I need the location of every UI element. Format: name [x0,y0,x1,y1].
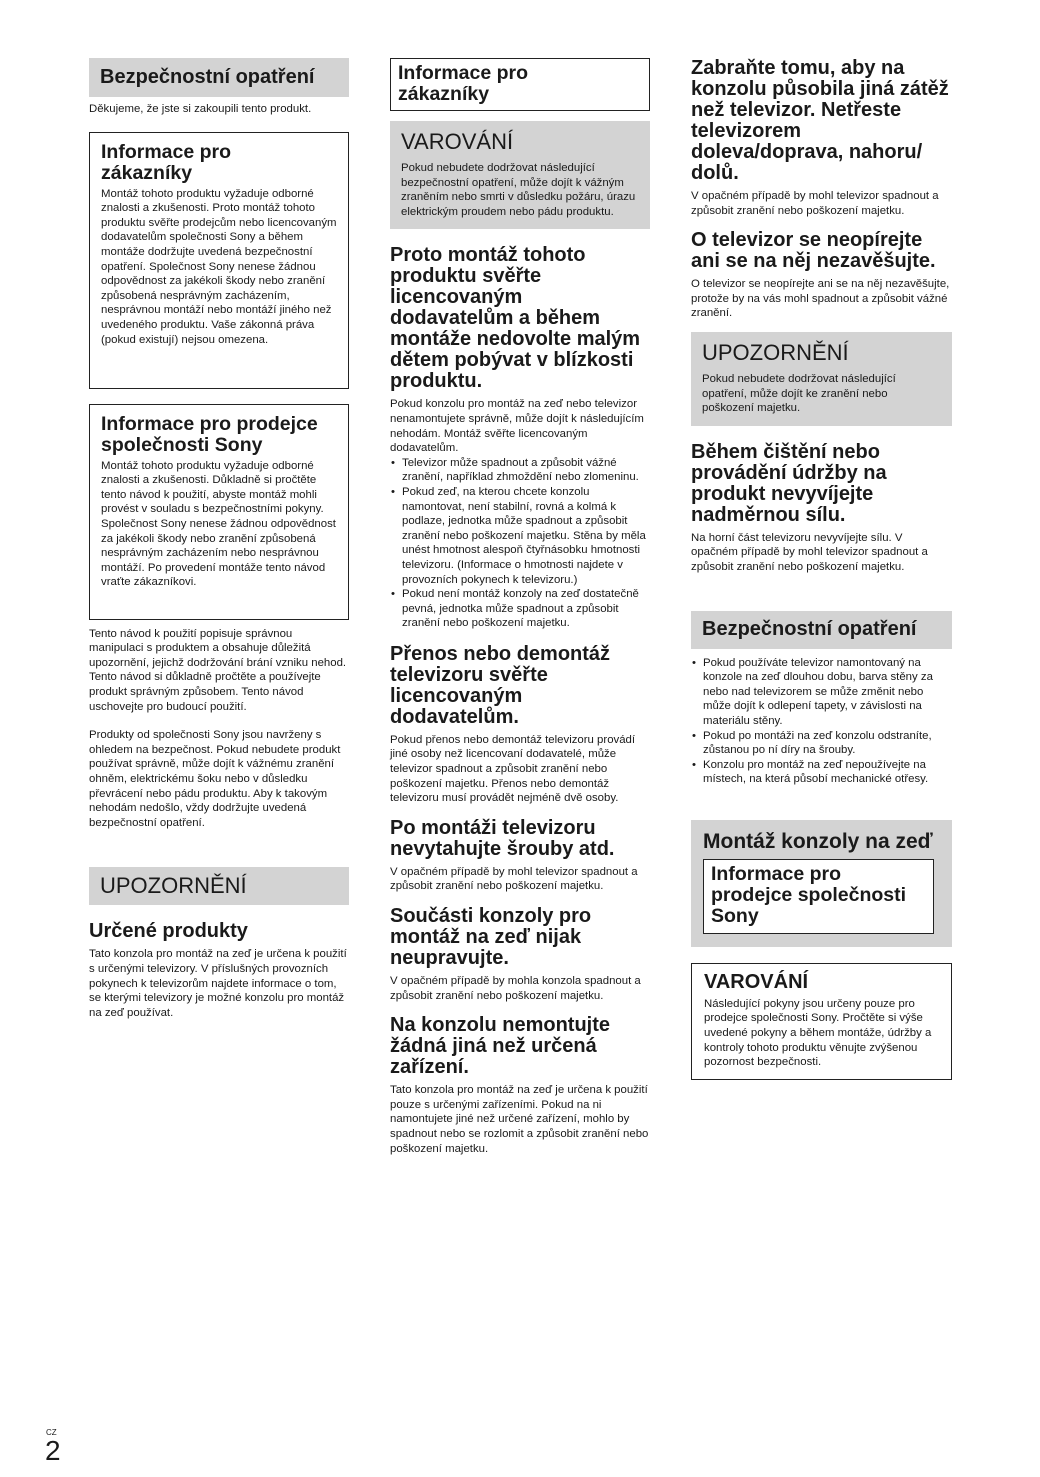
modify-parts-text: V opačném případě by mohla konzola spadnout a způsobit zranění nebo poškození majetku. [390,975,641,1002]
language-code: CZ [46,1428,57,1437]
warning-panel [390,121,650,229]
cleaning-title: Během čištění nebo provádění údržby na produkt nevyvíjejte nadměrnou sílu. [691,440,887,526]
list-item: • Pokud po montáži na zeď konzolu odstraníte, zůstanou po ní díry na šrouby. [691,729,952,758]
transport-title: Přenos nebo demontáž televizoru svěřte licencovaným dodavatelům. [390,642,611,728]
intended-products-title: Určené produkty [89,920,248,943]
list-item: • Pokud není montáž konzoly na zeď dostatečně pevná, jednotka může spadnout a způsobit zranění nebo poškození majetku. [390,587,650,631]
column-3 [691,58,952,1080]
caution-title: UPOZORNĚNÍ [702,339,849,365]
modify-parts-title: Součásti konzoly pro montáž na zeď nijak neupravujte. [390,905,592,970]
customers-info-header-title: Informace pro zákazníky [398,62,529,105]
customers-info-title: Informace pro zákazníky [101,140,232,184]
transport-text: Pokud přenos nebo demontáž televizoru provádí jiné osoby než licencovaní dodavatelé, může televizor spadnout a způsobit zranění nebo poškození majetku. Přenos nebo demontáž televizoru musí provádět nejméně dvě osoby. [390,733,636,805]
dealers-info-box [89,404,349,620]
other-equipment-text: Tato konzola pro montáž na zeď je určena k použití pouze s určenými zařízeními. Pokud na ni namontujete jiné než určené zařízení, mohlo by spadnout nebo se rozlomit a způsobit zranění nebo poškození majetku. [390,1084,649,1155]
load-title: Zabraňte tomu, aby na konzolu působila jiná zátěž než televizor. Netřeste televizorem doleva/doprava, nahoru/ dolů. [691,57,949,184]
safety-heading: Bezpečnostní opatření [89,58,349,97]
caution-text: Pokud nebudete dodržovat následující opatření, může dojít ke zranění nebo poškození majetku. [702,372,896,415]
intended-products-text: Tato konzola pro montáž na zeď je určena k použití s určenými televizory. V příslušných provozních pokynech k televizorům najdete informace o tom, se kterými televizory je možné konzolu pro montáž na zeď používat. [89,948,347,1019]
load-text: V opačném případě by mohl televizor spadnout a způsobit zranění nebo poškození majetku. [691,190,939,217]
dealer-warning-text: Následující pokyny jsou určeny pouze pro prodejce společnosti Sony. Pročtěte si výše uvedené pokyny a během montáže, údržby a kontroly tohoto produktu věnujte zvýšenou pozornost bezpečnosti. [704,997,932,1069]
dealer-warning-box [691,963,952,1080]
installation-dealers-title: Informace pro prodejce společnosti Sony [711,862,907,927]
caution-heading: UPOZORNĚNÍ [89,867,349,905]
column-2 [390,58,650,1156]
column-1 [89,58,349,1020]
lean-text: O televizor se neopírejte ani se na něj nezavěšujte, protože by na vás mohl spadnout a způsobit vážné zranění. [691,278,950,320]
manual-paragraph: Tento návod k použití popisuje správnou manipulaci s produktem a obsahuje důležitá upozornění, jejichž dodržování brání vzniku nehod. Tento návod si důkladně pročtěte a používejte produkt správným způsobem. Tento návod uschovejte pro budoucí použití. [89,627,347,713]
intro-text: Děkujeme, že jste si zakoupili tento produkt. [89,103,312,115]
dealer-warning-title: VAROVÁNÍ [704,970,809,993]
dealers-info-text: Montáž tohoto produktu vyžaduje odborné znalosti a zkušenosti. Důkladně si pročtěte tento návod k použití, abyste montáž mohli provést v souladu s bezpečnostními pokyny. Společnost Sony nenese žádnou odpovědnost za jakékoli škody nebo zranění způsobená nesprávným zacházením nebo nesprávnou montáží. Po provedení montáže tento návod vraťte zákazníkovi. [101,459,336,589]
caution-panel [691,332,952,426]
installation-contractor-title: Proto montáž tohoto produktu svěřte licencovaným dodavatelům a během montáže nedovolte malým dětem pobývat v blízkosti produktu. [390,244,641,393]
warning-title: VAROVÁNÍ [401,129,514,154]
screws-title: Po montáži televizoru nevytahujte šrouby atd. [390,816,615,860]
installation-accident-list [390,456,650,631]
warning-text: Pokud nebudete dodržovat následující bezpečnostní opatření, může dojít k vážným zraněním nebo smrti v důsledku požáru, úrazu elektrickým proudem nebo pádu produktu. [401,162,636,218]
installation-contractor-text: Pokud konzolu pro montáž na zeď nebo televizor nenamontujete správně, může dojít k následujícím nehodám. Montáž svěřte licencovaným dodavatelům. [390,398,644,455]
customers-info-text: Montáž tohoto produktu vyžaduje odborné znalosti a zkušenosti. Proto montáž tohoto produktu svěřte prodejcům nebo licencovaným dodavatelům společnosti Sony a během montáže dodržujte uvedená bezpečnostní opatření. Společnost Sony nenese žádnou odpovědnost za jakékoli škody nebo zranění způsobená nesprávným zacházením, nesprávnou montáží nebo montáží jiného než uvedeného produktu. Vaše zákonná práva (pokud existují) nejsou omezena. [101,187,337,346]
installation-panel [691,820,952,947]
safety-measures-list [691,656,952,787]
page-number: 2 [45,1435,61,1466]
other-equipment-title: Na konzolu nemontujte žádná jiná než určená zařízení. [390,1014,610,1079]
screws-text: V opačném případě by mohl televizor spadnout a způsobit zranění nebo poškození majetku. [390,865,638,893]
list-item: • Pokud používáte televizor namontovaný na konzole na zeď dlouhou dobu, barva stěny za nebo nad televizorem se může změnit nebo může dojít k odlepení tapety, v závislosti na materiálu stěny. [691,656,952,729]
installation-dealers-box [703,859,934,934]
customers-info-header-box [390,58,650,111]
list-item: • Televizor může spadnout a způsobit vážné zranění, například zhmoždění nebo zlomeninu. [390,456,650,485]
installation-heading: Montáž konzoly na zeď [703,829,933,853]
list-item: • Pokud zeď, na kterou chcete konzolu namontovat, není stabilní, rovná a kolmá k podlaze, jednotka může spadnout a způsobit zranění nebo poškození majetku. Stěna by měla unést hmotnost alespoň čtyřnásobku hmotnosti televizoru. (Informace o hmotnosti najdete v provozních pokynech k televizoru.) [390,485,650,587]
list-item: • Konzolu pro montáž na zeď nepoužívejte na místech, na která působí mechanické otřesy. [691,758,952,787]
customers-info-box [89,132,349,389]
dealers-info-title: Informace pro prodejce společnosti Sony [101,412,318,456]
cleaning-text: Na horní část televizoru nevyvíjejte sílu. V opačném případě by mohl televizor spadnout a způsobit zranění nebo poškození majetku. [691,531,928,573]
sony-safety-paragraph: Produkty od společnosti Sony jsou navrženy s ohledem na bezpečnost. Pokud nebudete produkt používat správně, může dojít k vážnému zranění ohněm, elektrickému šoku nebo v důsledku převrácení nebo pádu produktu. Aby k takovým nehodám nedošlo, vždy dodržujte uvedená bezpečnostní opatření. [89,729,341,829]
safety-measures-heading: Bezpečnostní opatření [691,611,952,649]
lean-title: O televizor se neopírejte ani se na něj nezavěšujte. [691,229,936,273]
